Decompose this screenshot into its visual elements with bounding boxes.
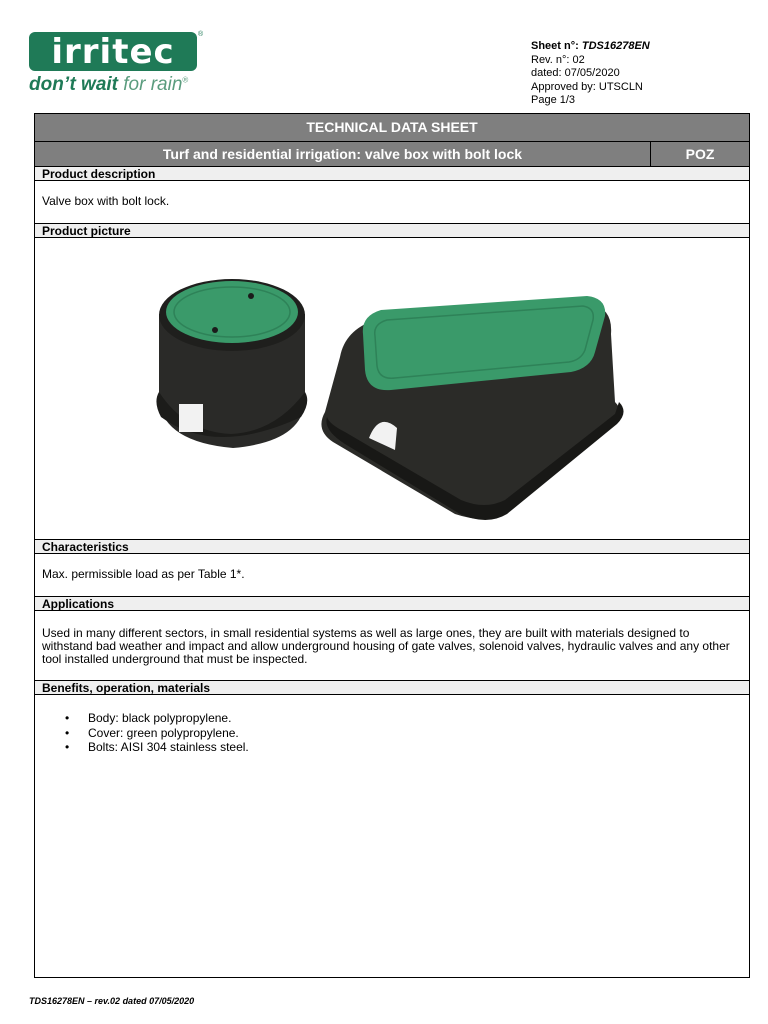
list-item: • Bolts: AISI 304 stainless steel. — [42, 740, 249, 755]
sheet-number — [531, 40, 650, 54]
approved-by: Approved by: UTSCLN — [531, 80, 643, 93]
product-picture — [155, 252, 635, 532]
page-footer: TDS16278EN – rev.02 dated 07/05/2020 — [29, 996, 195, 1006]
description-text: Valve box with bolt lock. — [42, 194, 170, 208]
brand-logo-text: irritec — [51, 31, 175, 72]
section-heading-applications: Applications — [35, 596, 749, 611]
revision: Rev. n°: 02 — [531, 53, 585, 66]
list-item: • Body: black polypropylene. — [42, 711, 249, 726]
brand-tagline — [29, 74, 188, 96]
date: dated: 07/05/2020 — [531, 67, 620, 79]
logo-registered-mark: ® — [198, 31, 204, 38]
round-valve-box-image — [156, 279, 307, 448]
sheet-title: TECHNICAL DATA SHEET — [35, 114, 749, 142]
subtitle-bar — [35, 142, 749, 167]
data-sheet-frame — [34, 113, 750, 978]
tagline-bold: don’t wait — [29, 74, 118, 95]
section-heading-characteristics: Characteristics — [35, 539, 749, 554]
list-item: • Cover: green polypropylene. — [42, 726, 249, 741]
tagline-light: for rain — [123, 74, 183, 95]
product-code: POZ — [685, 146, 715, 162]
brand-logo — [29, 32, 197, 71]
characteristics-text: Max. permissible load as per Table 1*. — [42, 567, 245, 581]
tagline-registered-mark: ® — [182, 75, 189, 85]
rectangular-valve-box-image — [321, 296, 623, 520]
sheet-code: TDS16278EN — [581, 40, 650, 52]
sheet-label: Sheet n°: — [531, 40, 582, 52]
page-number: Page 1/3 — [531, 94, 576, 106]
benefits-list — [42, 711, 249, 755]
applications-text: Used in many different sectors, in small residential systems as well as large ones, they are built with materials designed to withstand bad weather and impact and allow underground housing of gate valves, solenoid valves, hydraulic valves and any other tool installed underground that must be inspected. — [42, 626, 730, 666]
document-meta — [531, 40, 650, 108]
section-heading-benefits: Benefits, operation, materials — [35, 680, 749, 695]
product-subtitle: Turf and residential irrigation: valve box with bolt lock — [35, 142, 651, 166]
section-heading-picture: Product picture — [35, 223, 749, 238]
section-heading-description: Product description — [35, 166, 749, 181]
